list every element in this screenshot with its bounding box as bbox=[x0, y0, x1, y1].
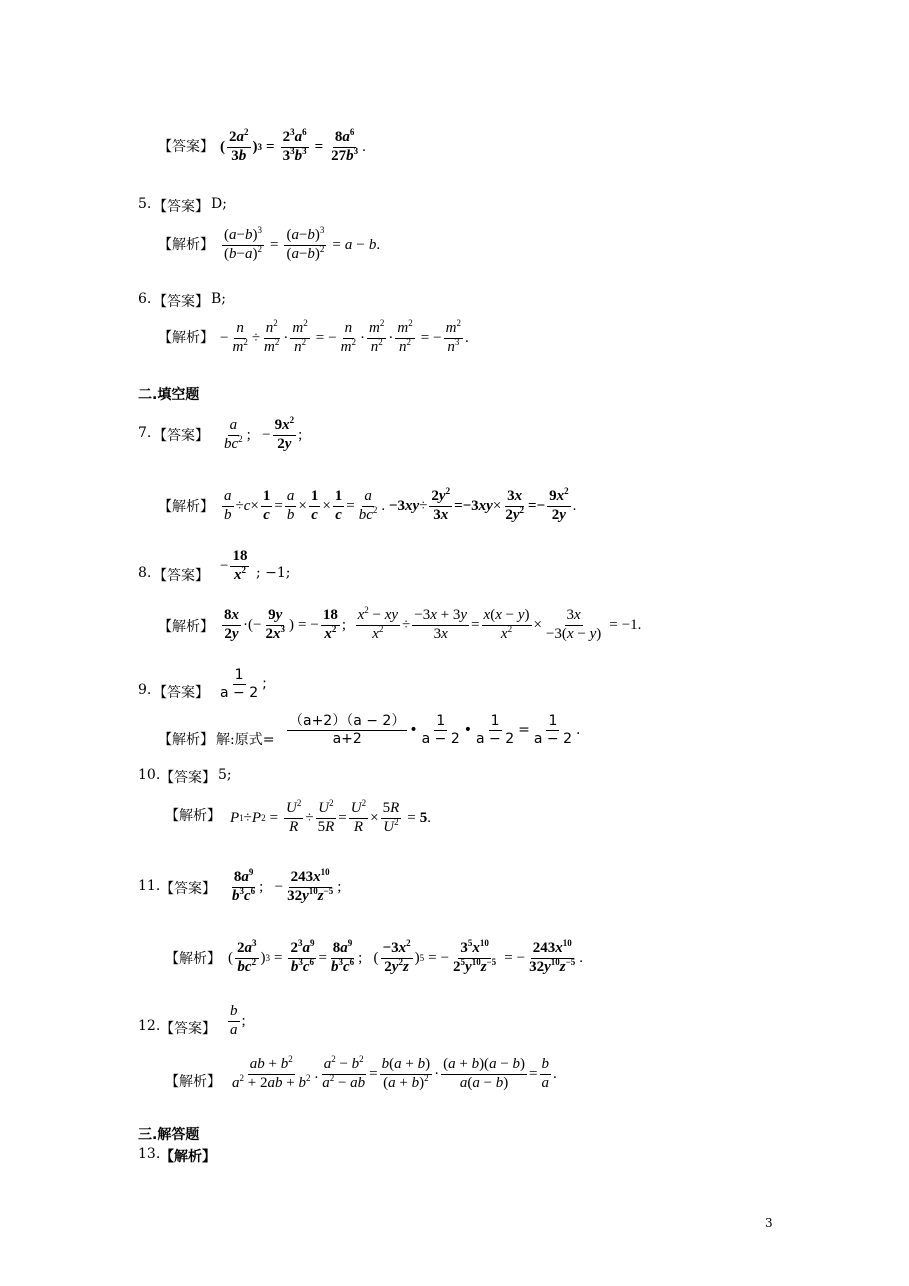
analysis-label: 【解析】 bbox=[158, 330, 214, 346]
q9-formula: $\frac{(a+2)(a - 2)}{a+2}$ • $\frac{1}{a - 2}$ • $\frac{1}{a - 2}$ = $\frac{1}{a - 2}$ . bbox=[289, 713, 581, 747]
answer-label: 【答案】 bbox=[153, 568, 209, 584]
q7-formula: $\frac{a}{b}$ ÷ c × $\frac{1}{c}$ = $\frac{a}{b}$ × $\frac{1}{c}$ × $\frac{1}{c}$ = $\frac{a}{bc^2}$ . −3xy ÷ $\frac{2y^2}{3x}$ =−3xy × $\frac{3x}{2y^2}$ =− $\frac{9x^2}{2y}$ . bbox=[224, 486, 577, 523]
question-number: 8. bbox=[138, 565, 152, 581]
question-number: 9. bbox=[138, 682, 152, 698]
q8-answer-formula: − $\frac{18}{x^2}$ bbox=[220, 548, 248, 583]
q6-formula: − $\frac{n}{m^2}$ ÷ $\frac{n^2}{m^2}$ · $\frac{m^2}{n^2}$ = − $\frac{n}{m^2}$ · $\frac{m^2}{n^2}$ · $\frac{m^2}{n^2}$ = − $\frac{m^2}{n^3}$ . bbox=[220, 318, 469, 355]
page-number: 3 bbox=[765, 1216, 773, 1230]
answer-label: 【答案】 bbox=[160, 881, 216, 897]
analysis-label: 【解析】 bbox=[158, 237, 214, 253]
section-title: 三.解答题 bbox=[138, 1127, 200, 1143]
q8-formula: $\frac{8x}{2y}$ ·(− $\frac{9y}{2x^3}$ ) = − $\frac{18}{x^2}$ ; $\frac{x^2 - xy}{x^2}$ ÷ $\frac{-3x + 3y}{3x}$ = $\frac{x(x - y)}{x^2}$ × $\frac{3x}{-3(x - y)}$ = −1. bbox=[224, 605, 642, 642]
question-number: 12. bbox=[138, 1018, 161, 1034]
analysis-label: 【解析】 bbox=[165, 1074, 221, 1090]
q11-formula: ( $\frac{2a^3}{bc^2}$ ) 3 = $\frac{2^3a^9}{b^3c^6}$ = $\frac{8a^9}{b^3c^6}$ ; ( $\frac{-3x^2}{2y^2z}$ ) 5 = − $\frac{3^5x^{10}}{2^5y^{10}z^{-5}}$ = − $\frac{243x^{10}}{32y^{10}z^{-5}}$ . bbox=[228, 938, 584, 975]
question-number: 11. bbox=[138, 878, 161, 894]
analysis-label: 【解析】 bbox=[165, 951, 221, 967]
q5-formula: $\frac{(a-b)^3}{(b-a)^2}$ = $\frac{(a-b)^3}{(a-b)^2}$ = a − b . bbox=[224, 225, 381, 262]
q4-formula: ( $\frac{2a^2}{3b}$ ) 3 = $\frac{2^3a^6}{3^3b^3}$ = $\frac{8a^6}{27b^3}$ . bbox=[220, 127, 366, 164]
analysis-label: 【解析】 bbox=[158, 619, 214, 635]
question-number: 7. bbox=[138, 425, 152, 441]
analysis-label: 【解析】 bbox=[160, 1149, 216, 1165]
answer-label: 【答案】 bbox=[158, 139, 214, 155]
answer-value: D; bbox=[211, 196, 227, 212]
question-number: 10. bbox=[138, 767, 161, 783]
q12-formula: $\frac{ab + b^2}{a^2 + 2ab + b^2}$ . $\frac{a^2 - b^2}{a^2 - ab}$ = $\frac{b(a + b)}{(a + b)^2}$ · $\frac{(a + b)(a - b)}{a(a - b)}$ = $\frac{b}{a}$ . bbox=[232, 1054, 557, 1091]
answer-label: 【答案】 bbox=[153, 294, 209, 310]
question-number: 5. bbox=[138, 196, 152, 212]
answer-label: 【答案】 bbox=[153, 199, 209, 215]
analysis-text: 解:原式= bbox=[216, 732, 275, 748]
answer-value: 5; bbox=[218, 767, 232, 783]
answer-label: 【答案】 bbox=[153, 428, 209, 444]
question-number: 13. bbox=[138, 1146, 161, 1162]
answer-label: 【答案】 bbox=[160, 1021, 216, 1037]
analysis-label: 【解析】 bbox=[158, 499, 214, 515]
answer-extra: ; −1; bbox=[256, 565, 291, 581]
answer-value: B; bbox=[211, 291, 227, 307]
section-title: 二.填空题 bbox=[138, 387, 200, 403]
q11-answer-formula: $\frac{8a^9}{b^3c^6}$ ; − $\frac{243x^{10}}{32y^{10}z^{-5}}$ ; bbox=[232, 867, 342, 904]
question-number: 6. bbox=[138, 291, 152, 307]
answer-label: 【答案】 bbox=[153, 685, 209, 701]
q10-formula: P 1 ÷ P 2 = $\frac{U^2}{R}$ ÷ $\frac{U^2}{5R}$ = $\frac{U^2}{R}$ × $\frac{5R}{U^2}$ = 5 . bbox=[230, 798, 431, 835]
analysis-label: 【解析】 bbox=[158, 732, 214, 748]
answer-label: 【答案】 bbox=[160, 770, 216, 786]
q12-answer-formula: $\frac{b}{a}$ ; bbox=[230, 1003, 246, 1038]
analysis-label: 【解析】 bbox=[165, 808, 221, 824]
q9-answer-formula: $\frac{1}{a - 2}$ ; bbox=[220, 667, 267, 701]
q7-answer-formula: $\frac{a}{bc^2}$ ; − $\frac{9x^2}{2y}$ ; bbox=[224, 415, 303, 452]
